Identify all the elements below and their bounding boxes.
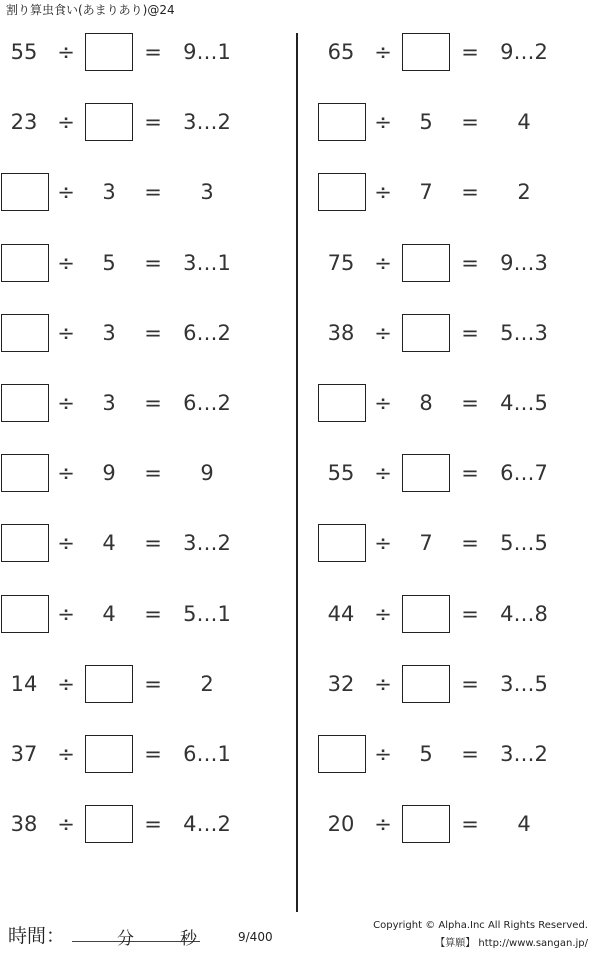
divide-sign: ÷ [57, 110, 75, 135]
minutes-label: 分 [117, 929, 134, 949]
right-answer-box[interactable] [402, 805, 450, 843]
right-answer-box[interactable] [402, 314, 450, 352]
equals-sign: = [144, 531, 162, 556]
result-value: 4 [517, 812, 531, 837]
equals-sign: = [461, 180, 479, 205]
left-number: 38 [327, 320, 355, 345]
divide-sign: ÷ [374, 742, 392, 766]
equals-sign: = [144, 601, 162, 626]
divide-sign: ÷ [374, 391, 392, 415]
result-value: 9…1 [183, 40, 231, 64]
right-answer-box[interactable] [85, 805, 133, 843]
result-value: 5…3 [500, 320, 548, 345]
equals-sign: = [144, 812, 162, 837]
equals-sign: = [144, 40, 162, 64]
time-label: 時間： [8, 925, 66, 947]
result-value: 3 [200, 180, 214, 205]
result-value: 3…2 [183, 531, 231, 556]
right-number: 4 [102, 531, 116, 556]
result-value: 9 [200, 461, 214, 486]
problem-row [317, 453, 577, 493]
problem-row [0, 594, 260, 634]
right-number: 5 [102, 250, 116, 275]
left-answer-box[interactable] [1, 314, 49, 352]
right-answer-box[interactable] [402, 33, 450, 71]
result-value: 5…5 [500, 531, 548, 556]
divide-sign: ÷ [57, 391, 75, 415]
problem-row [0, 523, 260, 563]
seconds-label: 秒 [180, 929, 197, 949]
divide-sign: ÷ [57, 601, 75, 626]
result-value: 9…2 [500, 40, 548, 64]
divide-sign: ÷ [57, 461, 75, 486]
result-value: 4…5 [500, 391, 548, 415]
left-answer-box[interactable] [318, 735, 366, 773]
right-number: 5 [419, 110, 433, 135]
problem-row [317, 243, 577, 283]
equals-sign: = [144, 250, 162, 275]
problem-row [317, 664, 577, 704]
divide-sign: ÷ [374, 461, 392, 486]
problem-row [317, 734, 577, 774]
result-value: 3…1 [183, 250, 231, 275]
right-number: 8 [419, 391, 433, 415]
equals-sign: = [144, 110, 162, 135]
problem-row [317, 102, 577, 142]
left-answer-box[interactable] [1, 524, 49, 562]
divide-sign: ÷ [57, 40, 75, 64]
right-number: 9 [102, 461, 116, 486]
left-number: 55 [327, 461, 355, 486]
problem-row [0, 734, 260, 774]
divide-sign: ÷ [57, 531, 75, 556]
problem-row [317, 172, 577, 212]
column-divider [296, 33, 298, 912]
equals-sign: = [461, 742, 479, 766]
divide-sign: ÷ [374, 671, 392, 696]
equals-sign: = [461, 671, 479, 696]
divide-sign: ÷ [374, 531, 392, 556]
equals-sign: = [461, 250, 479, 275]
result-value: 3…2 [500, 742, 548, 766]
right-number: 7 [419, 531, 433, 556]
right-number: 5 [419, 742, 433, 766]
divide-sign: ÷ [374, 110, 392, 135]
equals-sign: = [144, 742, 162, 766]
divide-sign: ÷ [374, 250, 392, 275]
divide-sign: ÷ [57, 180, 75, 205]
problem-row [317, 523, 577, 563]
divide-sign: ÷ [374, 601, 392, 626]
problem-row [317, 383, 577, 423]
copyright-text: Copyright © Alpha.Inc All Rights Reserved. [373, 920, 588, 931]
equals-sign: = [144, 320, 162, 345]
page-title: 割り算虫食い(あまりあり)@24 [6, 3, 175, 17]
problem-row [0, 804, 260, 844]
left-number: 75 [327, 250, 355, 275]
equals-sign: = [461, 812, 479, 837]
equals-sign: = [144, 461, 162, 486]
result-value: 6…2 [183, 320, 231, 345]
result-value: 5…1 [183, 601, 231, 626]
right-number: 3 [102, 391, 116, 415]
right-number: 4 [102, 601, 116, 626]
right-number: 3 [102, 320, 116, 345]
equals-sign: = [144, 180, 162, 205]
equals-sign: = [144, 391, 162, 415]
divide-sign: ÷ [57, 742, 75, 766]
problem-row [0, 243, 260, 283]
divide-sign: ÷ [57, 812, 75, 837]
left-answer-box[interactable] [1, 595, 49, 633]
problem-row [317, 32, 577, 72]
left-answer-box[interactable] [318, 524, 366, 562]
left-answer-box[interactable] [1, 244, 49, 282]
equals-sign: = [461, 531, 479, 556]
divide-sign: ÷ [57, 671, 75, 696]
left-answer-box[interactable] [318, 384, 366, 422]
result-value: 9…3 [500, 250, 548, 275]
problem-row [0, 313, 260, 353]
result-value: 4…2 [183, 812, 231, 837]
right-answer-box[interactable] [402, 595, 450, 633]
left-answer-box[interactable] [1, 384, 49, 422]
problem-row [0, 172, 260, 212]
left-number: 44 [327, 601, 355, 626]
right-answer-box[interactable] [402, 244, 450, 282]
left-number: 38 [10, 812, 38, 837]
result-value: 2 [200, 671, 214, 696]
divide-sign: ÷ [57, 320, 75, 345]
site-url: 【算願】 http://www.sangan.jp/ [435, 938, 588, 949]
result-value: 3…2 [183, 110, 231, 135]
problem-row [0, 102, 260, 142]
equals-sign: = [461, 110, 479, 135]
equals-sign: = [461, 601, 479, 626]
left-number: 14 [10, 671, 38, 696]
divide-sign: ÷ [374, 812, 392, 837]
divide-sign: ÷ [374, 40, 392, 64]
left-answer-box[interactable] [1, 454, 49, 492]
equals-sign: = [144, 671, 162, 696]
right-answer-box[interactable] [85, 103, 133, 141]
result-value: 6…1 [183, 742, 231, 766]
left-answer-box[interactable] [1, 173, 49, 211]
equals-sign: = [461, 40, 479, 64]
left-answer-box[interactable] [318, 173, 366, 211]
left-number: 37 [10, 742, 38, 766]
left-number: 32 [327, 671, 355, 696]
result-value: 2 [517, 180, 531, 205]
problem-row [0, 383, 260, 423]
left-number: 20 [327, 812, 355, 837]
problem-row [317, 804, 577, 844]
problem-row [0, 453, 260, 493]
right-answer-box[interactable] [85, 665, 133, 703]
left-number: 55 [10, 40, 38, 64]
result-value: 4…8 [500, 601, 548, 626]
page-number: 9/400 [238, 930, 273, 944]
result-value: 4 [517, 110, 531, 135]
right-answer-box[interactable] [85, 735, 133, 773]
left-number: 23 [10, 110, 38, 135]
left-answer-box[interactable] [318, 103, 366, 141]
divide-sign: ÷ [57, 250, 75, 275]
divide-sign: ÷ [374, 180, 392, 205]
equals-sign: = [461, 461, 479, 486]
right-answer-box[interactable] [402, 454, 450, 492]
divide-sign: ÷ [374, 320, 392, 345]
result-value: 6…2 [183, 391, 231, 415]
problem-row [317, 313, 577, 353]
problem-row [0, 32, 260, 72]
equals-sign: = [461, 320, 479, 345]
right-number: 3 [102, 180, 116, 205]
right-answer-box[interactable] [402, 665, 450, 703]
result-value: 6…7 [500, 461, 548, 486]
right-answer-box[interactable] [85, 33, 133, 71]
result-value: 3…5 [500, 671, 548, 696]
equals-sign: = [461, 391, 479, 415]
problem-row [0, 664, 260, 704]
problem-row [317, 594, 577, 634]
right-number: 7 [419, 180, 433, 205]
left-number: 65 [327, 40, 355, 64]
